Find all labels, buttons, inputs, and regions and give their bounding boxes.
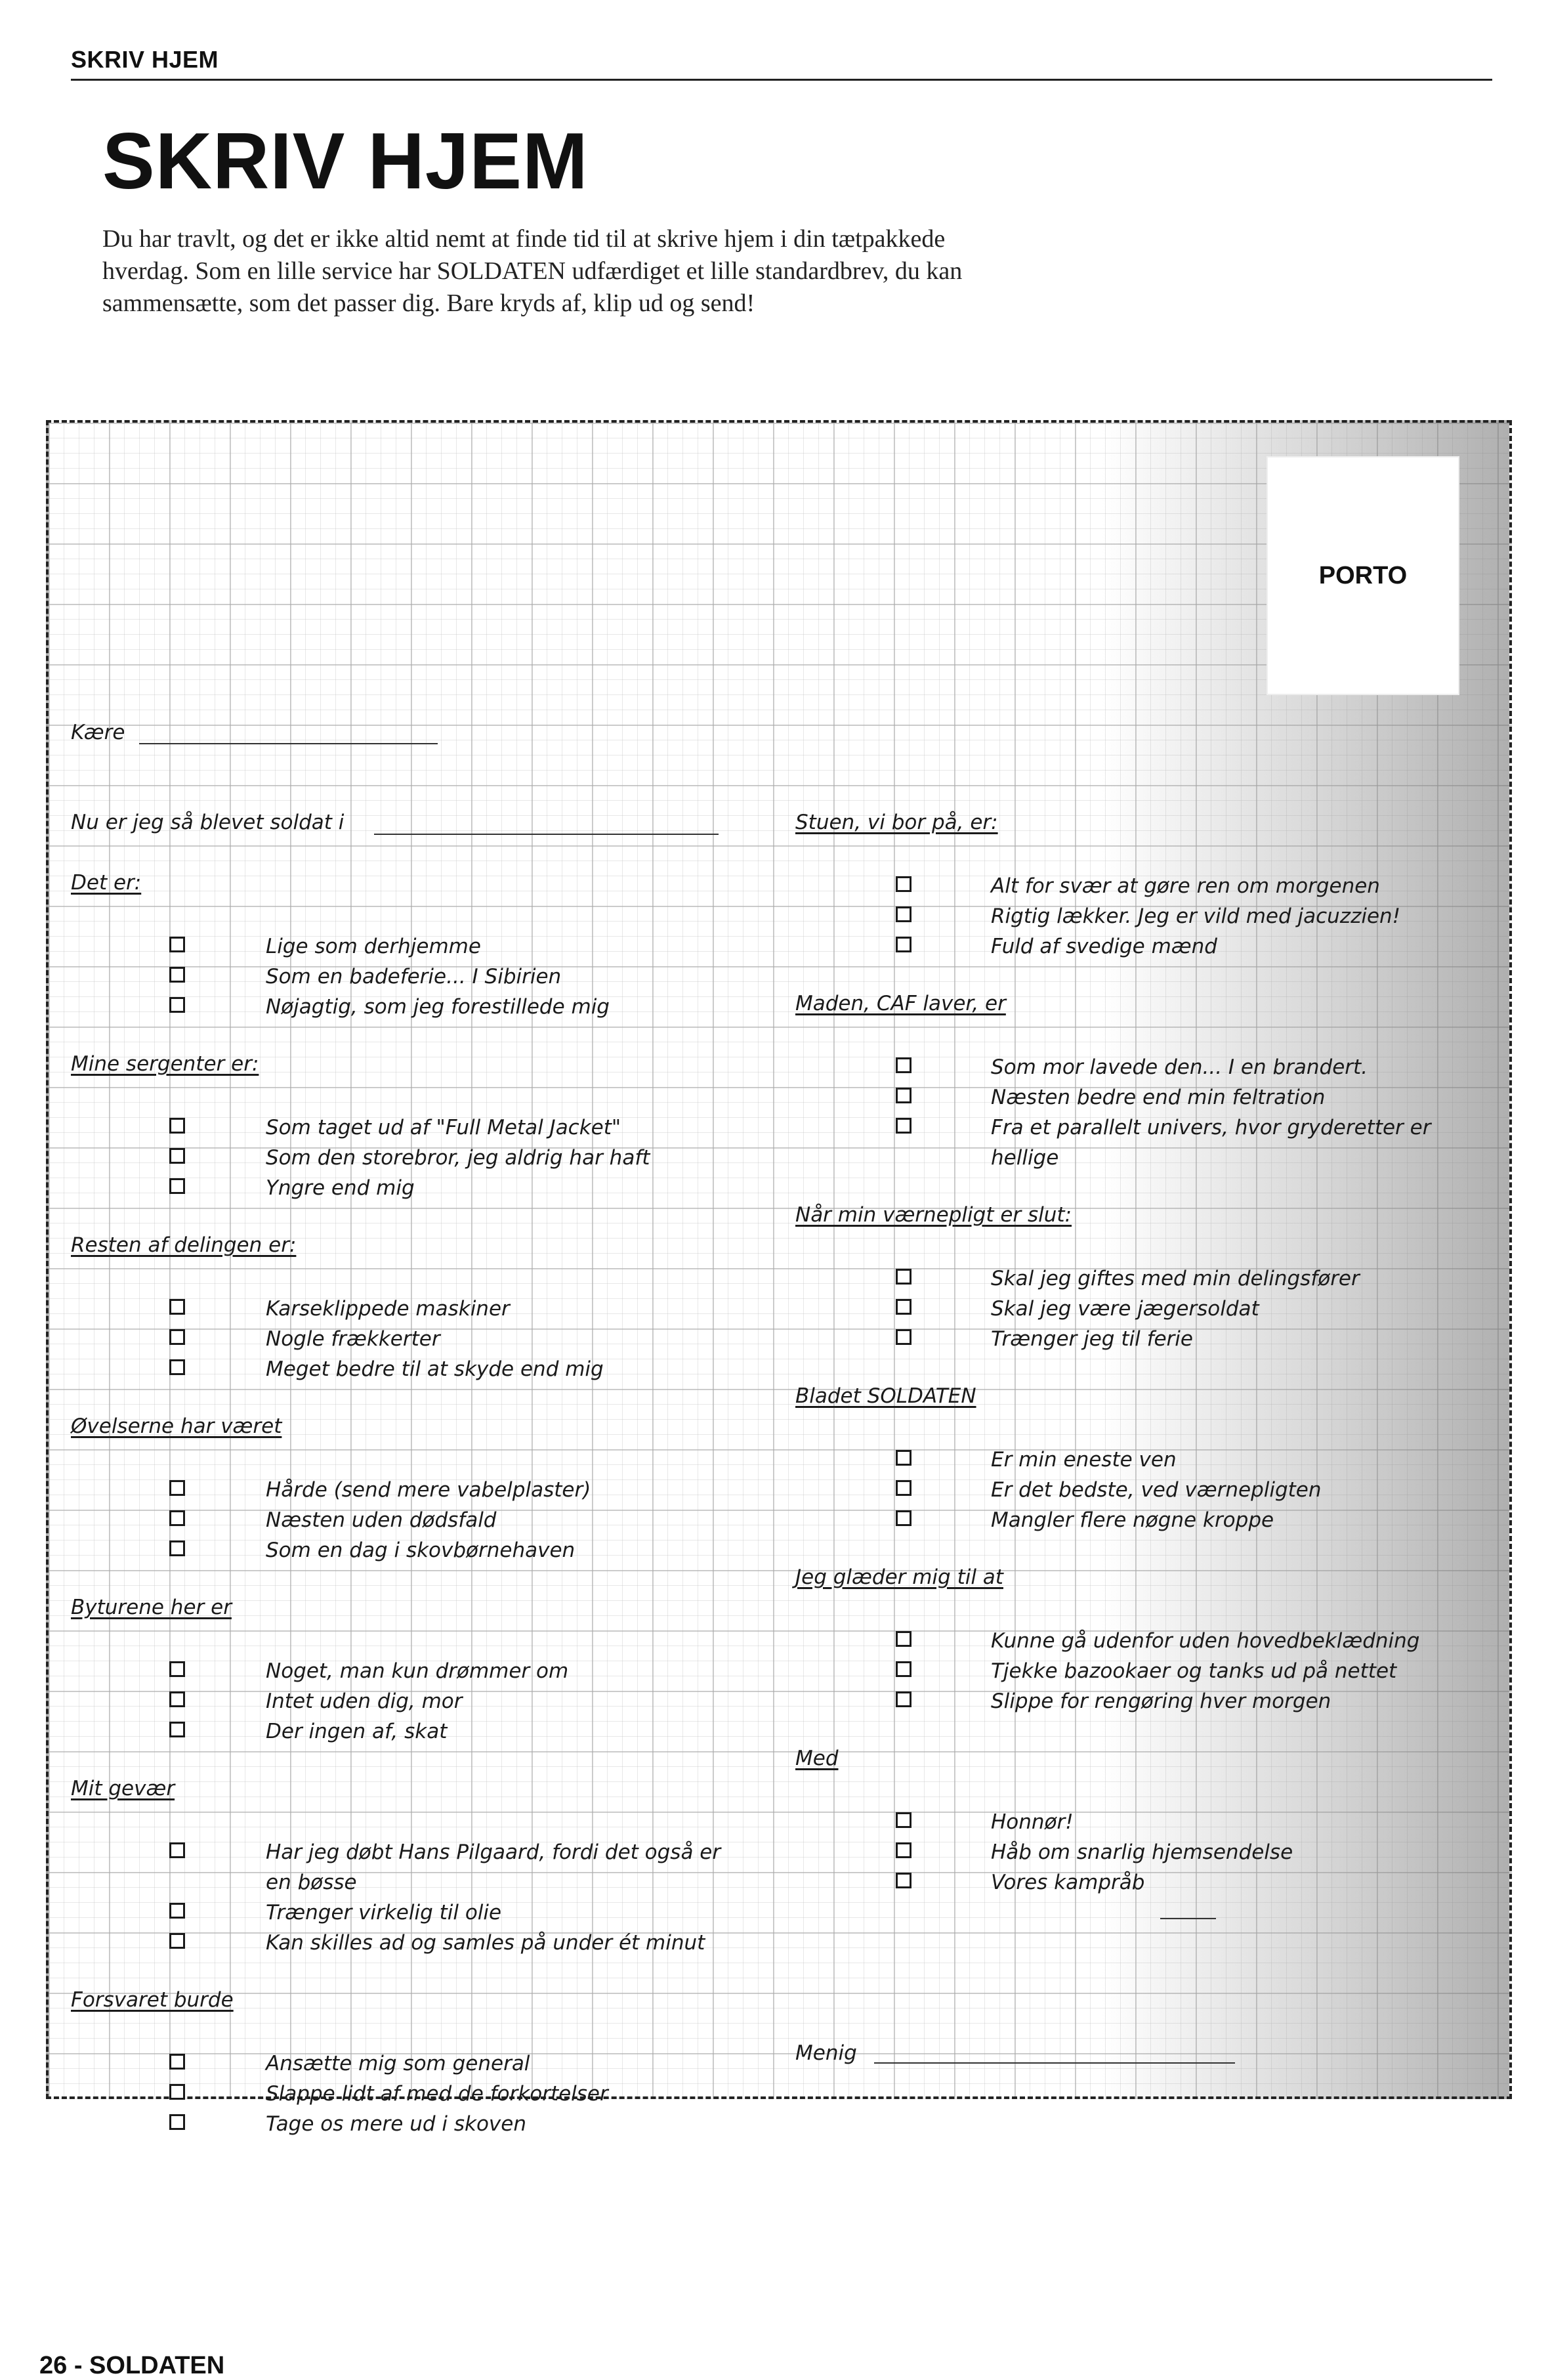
left-option-checkbox[interactable]: [169, 1722, 185, 1737]
left-option-checkbox[interactable]: [169, 2054, 185, 2070]
right-option-label: Næsten bedre end min feltration: [991, 1086, 1326, 1109]
right-option-checkbox[interactable]: [896, 937, 911, 952]
unit-write-line[interactable]: [374, 834, 719, 835]
left-option-checkbox[interactable]: [169, 1118, 185, 1134]
left-option-label: Nøjagtig, som jeg forestillede mig: [266, 995, 610, 1019]
greeting-label: Kære: [71, 721, 125, 744]
left-option-checkbox[interactable]: [169, 1148, 185, 1164]
left-option-label: Kan skilles ad og samles på under ét minut: [266, 1931, 705, 1955]
left-option-label: Har jeg døbt Hans Pilgaard, fordi det også er en bøsse: [266, 1840, 721, 1894]
left-option-checkbox[interactable]: [169, 1178, 185, 1194]
right-option-checkbox[interactable]: [896, 1812, 911, 1828]
left-option-label: Som en dag i skovbørnehaven: [266, 1539, 576, 1562]
left-option-label: Trænger virkelig til olie: [266, 1901, 502, 1924]
left-option-checkbox[interactable]: [169, 937, 185, 952]
right-option-label: Skal jeg være jægersoldat: [991, 1297, 1259, 1321]
right-option-label: Honnør!: [991, 1810, 1074, 1834]
left-option-checkbox[interactable]: [169, 1329, 185, 1345]
right-section-title: Jeg glæder mig til at: [795, 1565, 1003, 1589]
right-option-label: Skal jeg giftes med min delingsfører: [991, 1267, 1360, 1290]
right-option-label: Rigtig lækker. Jeg er vild med jacuzzien!: [991, 904, 1401, 928]
left-section-title: Mine sergenter er:: [71, 1052, 259, 1076]
right-section-title: Med: [795, 1747, 839, 1770]
right-option-label: Som mor lavede den... I en brandert.: [991, 1055, 1368, 1079]
intro-paragraph: Du har travlt, og det er ikke altid nemt at finde tid til at skrive hjem i din tætpakkede hverdag. Som en lille service har SOLDATEN udfærdiget et lille standardbrev, du kan sammensætte, som det passer dig. Bare kryds af, klip ud og send!: [102, 225, 963, 317]
right-option-checkbox[interactable]: [896, 1057, 911, 1073]
left-section-title: Forsvaret burde: [71, 1988, 234, 2012]
greeting-write-line[interactable]: [139, 743, 438, 744]
left-option-checkbox[interactable]: [169, 1903, 185, 1919]
left-option-checkbox[interactable]: [169, 1359, 185, 1375]
left-option-label: Noget, man kun drømmer om: [266, 1659, 569, 1683]
left-option-label: Karseklippede maskiner: [266, 1297, 510, 1321]
left-option-checkbox[interactable]: [169, 2084, 185, 2100]
left-section-title: Resten af delingen er:: [71, 1233, 297, 1257]
left-option-label: Tage os mere ud i skoven: [266, 2112, 526, 2136]
right-option-label: Slippe for rengøring hver morgen: [991, 1689, 1331, 1713]
left-option-label: Der ingen af, skat: [266, 1720, 448, 1743]
right-option-checkbox[interactable]: [896, 1299, 911, 1315]
right-section-title: Når min værnepligt er slut:: [795, 1203, 1072, 1227]
stamp-box: PORTO: [1267, 456, 1459, 695]
page-title: SKRIV HJEM: [102, 116, 589, 205]
left-section-title: Mit gevær: [71, 1777, 175, 1800]
right-section-title: Maden, CAF laver, er: [795, 992, 1006, 1015]
right-option-checkbox[interactable]: [896, 1661, 911, 1677]
left-option-checkbox[interactable]: [169, 1842, 185, 1858]
left-section-title: Det er:: [71, 871, 142, 895]
signature-label: Menig: [795, 2041, 857, 2065]
right-option-checkbox[interactable]: [896, 1842, 911, 1858]
left-option-label: Nogle frækkerter: [266, 1327, 440, 1351]
left-option-label: Meget bedre til at skyde end mig: [266, 1357, 604, 1381]
right-option-checkbox[interactable]: [896, 1631, 911, 1647]
intro-line-label: Nu er jeg så blevet soldat i: [71, 811, 345, 834]
running-header: SKRIV HJEM: [71, 46, 219, 73]
left-option-checkbox[interactable]: [169, 1299, 185, 1315]
right-option-label: Alt for svær at gøre ren om morgenen: [991, 874, 1380, 898]
right-option-label: Tjekke bazookaer og tanks ud på nettet: [991, 1659, 1397, 1683]
left-option-label: Intet uden dig, mor: [266, 1689, 463, 1713]
right-section-title: Stuen, vi bor på, er:: [795, 811, 998, 834]
left-option-label: Hårde (send mere vabelplaster): [266, 1478, 591, 1502]
left-option-checkbox[interactable]: [169, 1541, 185, 1556]
left-option-checkbox[interactable]: [169, 2114, 185, 2130]
right-option-checkbox[interactable]: [896, 1510, 911, 1526]
left-option-label: Som en badeferie... I Sibirien: [266, 965, 562, 988]
right-option-label: Kunne gå udenfor uden hovedbeklædning: [991, 1629, 1420, 1653]
right-option-label: Fuld af svedige mænd: [991, 935, 1217, 958]
right-option-label: Håb om snarlig hjemsendelse: [991, 1840, 1293, 1864]
left-option-label: Som taget ud af "Full Metal Jacket": [266, 1116, 621, 1139]
right-option-label: Trænger jeg til ferie: [991, 1327, 1193, 1351]
left-option-checkbox[interactable]: [169, 997, 185, 1013]
right-option-checkbox[interactable]: [896, 1088, 911, 1103]
left-option-label: Næsten uden dødsfald: [266, 1508, 497, 1532]
right-section-title: Bladet SOLDATEN: [795, 1384, 976, 1408]
left-option-checkbox[interactable]: [169, 1661, 185, 1677]
right-option-checkbox[interactable]: [896, 1118, 911, 1134]
signature-write-line[interactable]: [874, 2062, 1235, 2064]
left-section-title: Øvelserne har været: [71, 1414, 282, 1438]
left-section-title: Byturene her er: [71, 1596, 232, 1619]
right-option-label: Er det bedste, ved værnepligten: [991, 1478, 1322, 1502]
right-option-checkbox[interactable]: [896, 1873, 911, 1888]
right-option-checkbox[interactable]: [896, 1691, 911, 1707]
battle-cry-write-line[interactable]: [1160, 1918, 1216, 1919]
right-option-checkbox[interactable]: [896, 1480, 911, 1496]
right-option-checkbox[interactable]: [896, 876, 911, 892]
left-option-checkbox[interactable]: [169, 1691, 185, 1707]
left-option-label: Lige som derhjemme: [266, 935, 481, 958]
left-option-checkbox[interactable]: [169, 1510, 185, 1526]
left-option-label: Yngre end mig: [266, 1176, 415, 1200]
left-option-checkbox[interactable]: [169, 1933, 185, 1949]
page-footer: 26 - SOLDATEN: [39, 2352, 225, 2379]
right-option-label: Fra et parallelt univers, hvor gryderetter er hellige: [991, 1116, 1431, 1170]
left-option-label: Ansætte mig som general: [266, 2052, 530, 2075]
right-option-checkbox[interactable]: [896, 1450, 911, 1466]
left-option-checkbox[interactable]: [169, 967, 185, 983]
right-option-label: Mangler flere nøgne kroppe: [991, 1508, 1274, 1532]
left-option-checkbox[interactable]: [169, 1480, 185, 1496]
right-option-checkbox[interactable]: [896, 1329, 911, 1345]
right-option-label: Vores kampråb: [991, 1871, 1145, 1894]
left-option-label: Som den storebror, jeg aldrig har haft: [266, 1146, 650, 1170]
right-option-checkbox[interactable]: [896, 906, 911, 922]
left-option-label: Slappe lidt af med de forkortelser: [266, 2082, 608, 2106]
right-option-checkbox[interactable]: [896, 1269, 911, 1285]
right-option-label: Er min eneste ven: [991, 1448, 1177, 1472]
header-rule: [71, 79, 1492, 81]
